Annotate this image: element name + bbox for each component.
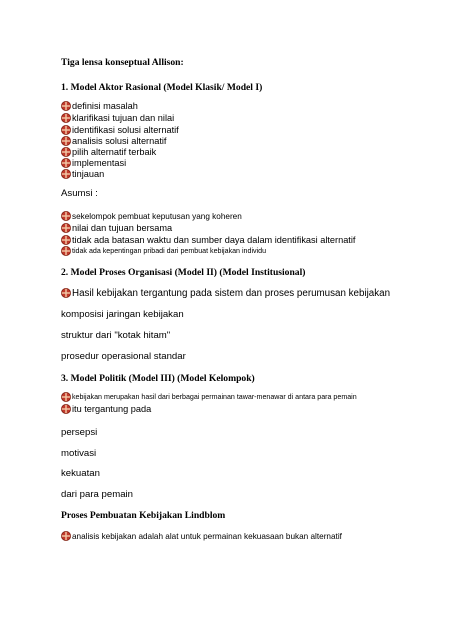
list-item: sekelompok pembuat keputusan yang koheren [61,210,242,222]
list-item: analisis kebijakan adalah alat untuk permainan kekuasaan bukan alternatif [61,530,342,542]
bullet-icon [61,288,71,298]
bullet-icon [61,223,71,233]
section-1-heading: 1. Model Aktor Rasional (Model Klasik/ Model I) [61,82,263,93]
list-item: kebijakan merupakan hasil dari berbagai permainan tawar-menawar di antara para pemain [61,391,357,403]
paragraph-line: dari para pemain [61,489,133,500]
paragraph-line: kekuatan [61,468,100,479]
bullet-icon [61,113,71,123]
list-item: identifikasi solusi alternatif [61,124,179,136]
list-item: itu tergantung pada [61,403,151,415]
paragraph-line: motivasi [61,448,97,459]
bullet-icon [61,531,71,541]
list-item: analisis solusi alternatif [61,135,166,147]
section-4-heading: Proses Pembuatan Kebijakan Lindblom [61,510,226,521]
section-3-heading: 3. Model Politik (Model III) (Model Kelompok) [61,373,255,384]
bullet-icon [61,147,71,157]
list-item: tinjauan [61,168,104,180]
asumsi-label: Asumsi : [61,188,98,199]
list-item: implementasi [61,157,126,169]
list-item: definisi masalah [61,100,138,112]
paragraph-line: prosedur operasional standar [61,351,186,362]
list-item: tidak ada kepentingan pribadi dari pembuat kebijakan individu [61,245,266,257]
list-item: pilih alternatif terbaik [61,146,156,158]
bullet-icon [61,392,71,402]
paragraph-line: komposisi jaringan kebijakan [61,309,184,320]
bullet-icon [61,136,71,146]
list-item: tidak ada batasan waktu dan sumber daya dalam identifikasi alternatif [61,234,355,246]
bullet-icon [61,211,71,221]
section-2-heading: 2. Model Proses Organisasi (Model II) (Model Institusional) [61,267,306,278]
bullet-icon [61,169,71,179]
paragraph-line: struktur dari "kotak hitam" [61,330,171,341]
bullet-icon [61,101,71,111]
list-item: klarifikasi tujuan dan nilai [61,112,174,124]
bullet-icon [61,235,71,245]
bullet-icon [61,404,71,414]
list-item: Hasil kebijakan tergantung pada sistem dan proses perumusan kebijakan [61,287,390,299]
bullet-icon [61,125,71,135]
bullet-icon [61,246,71,256]
bullet-icon [61,158,71,168]
document-title: Tiga lensa konseptual Allison: [61,57,184,68]
list-item: nilai dan tujuan bersama [61,222,172,234]
paragraph-line: persepsi [61,427,98,438]
